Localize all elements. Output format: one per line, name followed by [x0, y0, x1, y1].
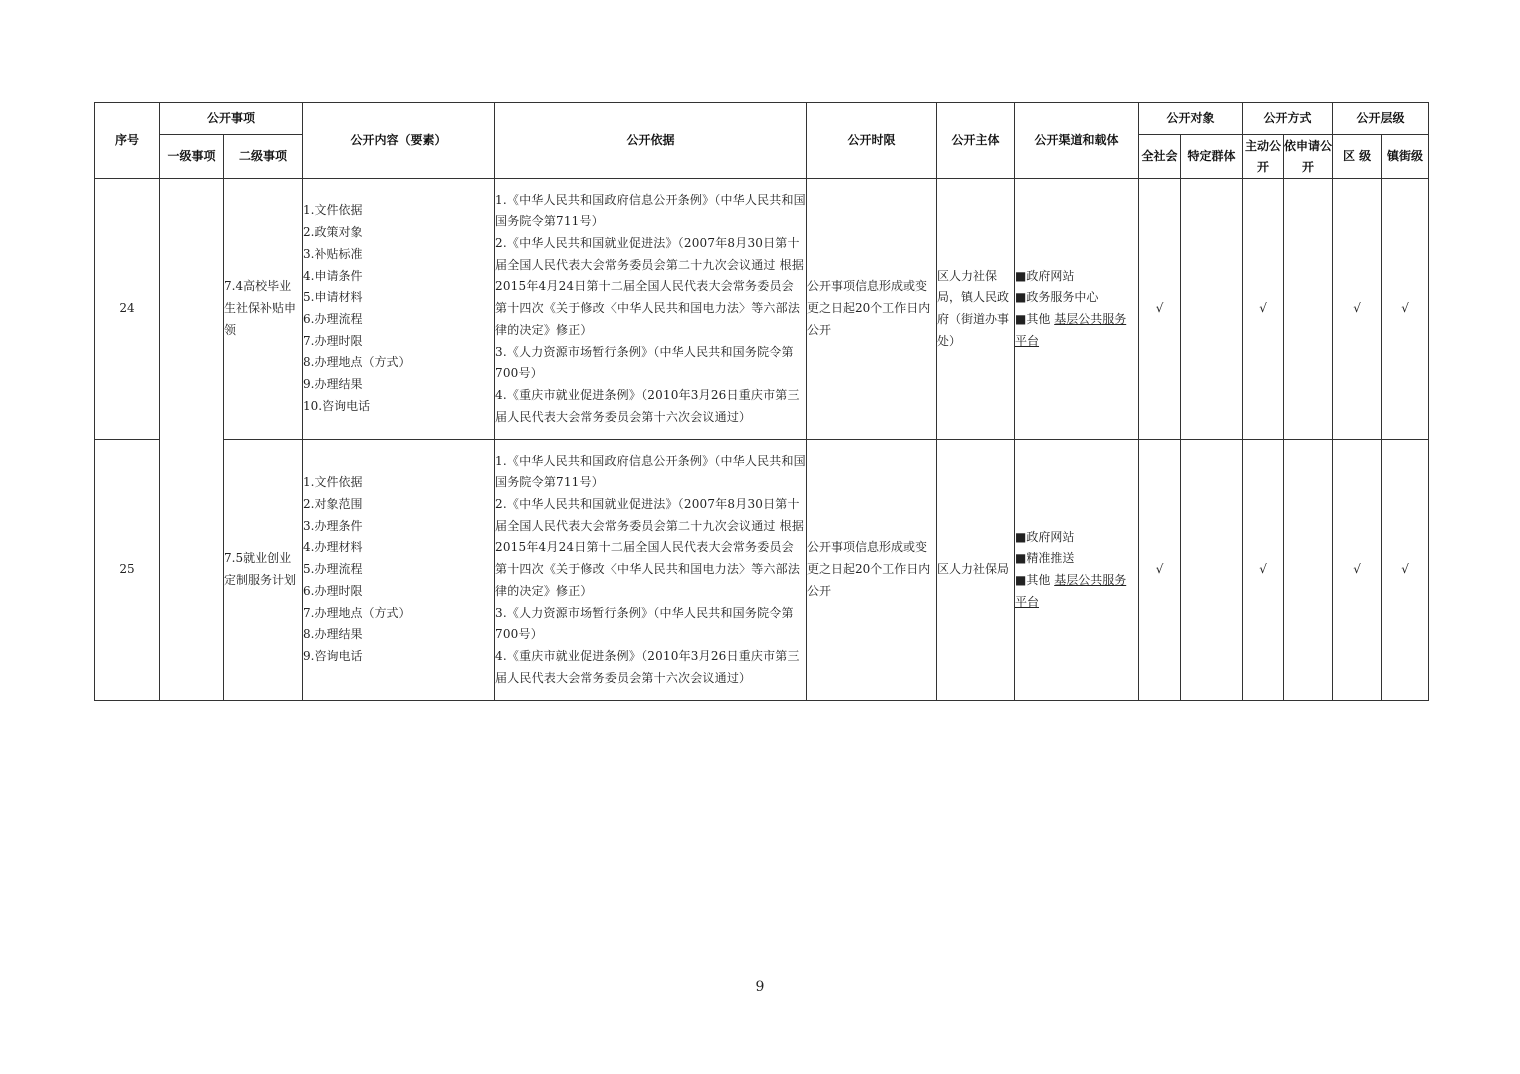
- header-content: 公开内容（要素）: [303, 103, 495, 179]
- row-content: [303, 179, 495, 440]
- row-timelimit: 公开事项信息形成或变更之日起20个工作日内公开: [807, 440, 937, 701]
- content-item: 6.办理流程: [303, 312, 363, 326]
- row-level-district: √: [1333, 179, 1382, 440]
- header-method: 公开方式: [1243, 103, 1333, 135]
- header-target-all: 全社会: [1139, 135, 1181, 179]
- basis-item: 4.《重庆市就业促进条例》（2010年3月26日重庆市第三届人民代表大会常务委员会第十六次会议通过）: [495, 387, 800, 424]
- channel-other-link: 基层公共服务平台: [1015, 573, 1127, 609]
- basis-item: 3.《人力资源市场暂行条例》（中华人民共和国务院令第700号）: [495, 605, 794, 642]
- row-level2: 7.5就业创业定制服务计划: [224, 440, 303, 701]
- header-method-apply: 依申请公开: [1284, 135, 1333, 179]
- row-method-active: √: [1243, 440, 1284, 701]
- content-item: 8.办理结果: [303, 627, 363, 642]
- content-item: 6.办理时限: [303, 583, 363, 598]
- header-method-active: 主动公开: [1243, 135, 1284, 179]
- content-item: 5.申请材料: [303, 290, 363, 305]
- content-item: 3.补贴标准: [303, 246, 363, 261]
- header-target: 公开对象: [1139, 103, 1243, 135]
- row-content: [303, 440, 495, 701]
- row-target-specific: [1181, 440, 1243, 701]
- basis-item: 4.《重庆市就业促进条例》（2010年3月26日重庆市第三届人民代表大会常务委员会第十六次会议通过）: [495, 648, 800, 685]
- header-target-specific: 特定群体: [1181, 135, 1243, 179]
- row-timelimit: 公开事项信息形成或变更之日起20个工作日内公开: [807, 179, 937, 440]
- row-basis: [495, 179, 807, 440]
- content-item: 9.办理结果: [303, 377, 363, 392]
- header-level1: 一级事项: [160, 135, 224, 179]
- basis-item: 2.《中华人民共和国就业促进法》（2007年8月30日第十届全国人民代表大会常务委员会第二十九次会议通过 根据2015年4月24日第十二届全国人民代表大会常务委员会第十四次《关于修改〈中华人民共和国电力法〉等六部法律的决定》修正）: [495, 236, 805, 337]
- row-method-apply: [1284, 179, 1333, 440]
- basis-item: 3.《人力资源市场暂行条例》（中华人民共和国务院令第700号）: [495, 344, 794, 381]
- header-seq: 序号: [95, 103, 160, 179]
- channel-other-link: 基层公共服务平台: [1015, 312, 1127, 348]
- row-method-apply: [1284, 440, 1333, 701]
- channel-other: ■其他 基层公共服务平台: [1015, 312, 1127, 348]
- row-subject: 区人力社保局，镇人民政府（街道办事处）: [937, 179, 1015, 440]
- header-basis: 公开依据: [495, 103, 807, 179]
- header-level2: 二级事项: [224, 135, 303, 179]
- channel-item: ■政府网站: [1015, 529, 1075, 544]
- header-subject: 公开主体: [937, 103, 1015, 179]
- header-matters: 公开事项: [160, 103, 303, 135]
- row-method-active: √: [1243, 179, 1284, 440]
- content-item: 9.咨询电话: [303, 648, 363, 663]
- content-item: 1.文件依据: [303, 203, 363, 218]
- basis-item: 1.《中华人民共和国政府信息公开条例》（中华人民共和国国务院令第711号）: [495, 453, 806, 490]
- content-item: 3.办理条件: [303, 518, 363, 533]
- content-item: 10.咨询电话: [303, 398, 371, 413]
- header-level-town: 镇街级: [1382, 135, 1429, 179]
- content-item: 5.办理流程: [303, 562, 363, 577]
- channel-item: ■精准推送: [1015, 551, 1075, 566]
- channel-other: ■其他 基层公共服务平台: [1015, 573, 1127, 609]
- row-level-district: √: [1333, 440, 1382, 701]
- basis-item: 1.《中华人民共和国政府信息公开条例》（中华人民共和国国务院令第711号）: [495, 192, 806, 229]
- row-basis: [495, 440, 807, 701]
- content-item: 8.办理地点（方式）: [303, 355, 411, 370]
- channel-item: ■政府网站: [1015, 268, 1075, 283]
- basis-item: 2.《中华人民共和国就业促进法》（2007年8月30日第十届全国人民代表大会常务委员会第二十九次会议通过 根据2015年4月24日第十二届全国人民代表大会常务委员会第十四次《关于修改〈中华人民共和国电力法〉等六部法律的决定》修正）: [495, 497, 805, 598]
- content-item: 7.办理地点（方式）: [303, 605, 411, 620]
- table-row: [95, 179, 1429, 440]
- content-item: 2.政策对象: [303, 225, 363, 240]
- row-level2: 7.4高校毕业生社保补贴申领: [224, 179, 303, 440]
- content-item: 7.办理时限: [303, 333, 363, 348]
- content-item: 4.办理材料: [303, 540, 363, 555]
- disclosure-table: [94, 102, 1429, 701]
- row-target-all: √: [1139, 179, 1181, 440]
- row-channel: [1015, 440, 1139, 701]
- header-timelimit: 公开时限: [807, 103, 937, 179]
- header-level: 公开层级: [1333, 103, 1429, 135]
- content-item: 4.申请条件: [303, 268, 363, 283]
- row-seq: 24: [95, 179, 160, 440]
- page-number: 9: [755, 979, 765, 995]
- row-seq: 25: [95, 440, 160, 701]
- row-level-town: √: [1382, 440, 1429, 701]
- header-channel: 公开渠道和载体: [1015, 103, 1139, 179]
- header-level-district: 区 级: [1333, 135, 1382, 179]
- content-item: 1.文件依据: [303, 475, 363, 490]
- row-target-specific: [1181, 179, 1243, 440]
- table-row: [95, 440, 1429, 701]
- row-channel: [1015, 179, 1139, 440]
- row-level-town: √: [1382, 179, 1429, 440]
- row-target-all: √: [1139, 440, 1181, 701]
- channel-item: ■政务服务中心: [1015, 290, 1099, 305]
- row-level1: [160, 179, 224, 701]
- content-item: 2.对象范围: [303, 497, 363, 512]
- row-subject: 区人力社保局: [937, 440, 1015, 701]
